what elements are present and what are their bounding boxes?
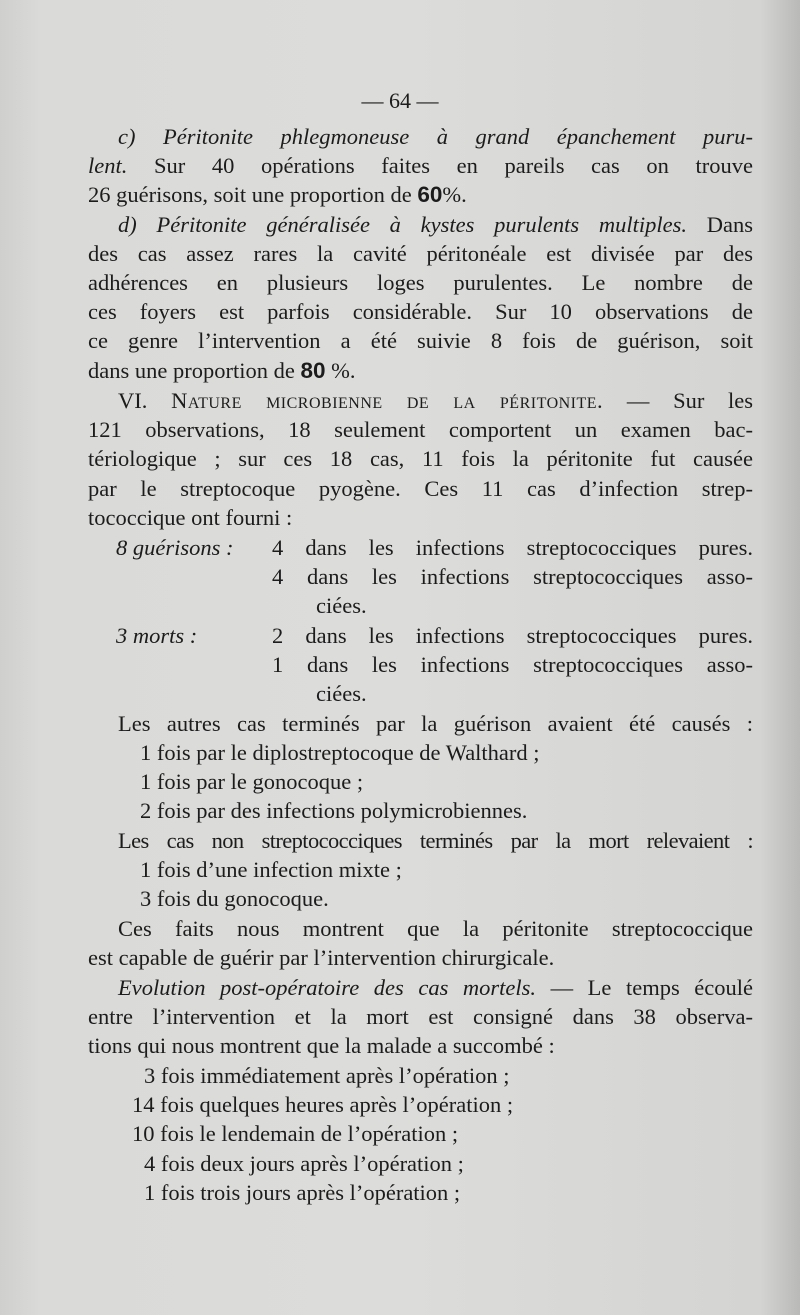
- section-c-line-1: [88, 151, 753, 180]
- section-c-line-2: [88, 180, 753, 209]
- gueris-label: 8 guérisons :: [116, 535, 234, 560]
- section-vi-line-4: tococcique ont fourni :: [88, 505, 293, 530]
- section-vi-title: Nature microbienne de la péritonite.: [171, 388, 604, 413]
- evolution-item-3: 10 fois le lendemain de l’opération ;: [132, 1121, 459, 1146]
- morts-item-2-cont: ciées.: [316, 681, 367, 706]
- non-strep-item-2: 3 fois du gonocoque.: [140, 886, 329, 911]
- evolution-line-1: entre l’intervention et la mort est consigné dans 38 observa-: [88, 1004, 753, 1029]
- section-c-title-end: lent.: [88, 153, 128, 178]
- evolution-title: Evolution post-opératoire des cas mortels.: [118, 975, 537, 1000]
- section-vi-line-0: [118, 386, 753, 415]
- section-d-line-5: [88, 356, 753, 385]
- section-vi-text-0: — Sur les: [626, 388, 754, 413]
- section-d-percent-unit: %.: [331, 358, 356, 383]
- morts-item-2: 1 dans les infections streptococciques asso-: [272, 652, 753, 677]
- section-d-line-3: ces foyers est parfois considérable. Sur 10 observations de: [88, 299, 753, 324]
- page-number: — 64 —: [361, 88, 439, 113]
- gueris-item-2-cont: ciées.: [316, 593, 367, 618]
- section-c-percent-unit: %.: [442, 182, 467, 207]
- autres-intro: Les autres cas terminés par la guérison avaient été causés :: [118, 711, 753, 736]
- section-c-letter: c): [118, 124, 136, 149]
- evolution-line-2: tions qui nous montrent que la malade a succombé :: [88, 1033, 555, 1058]
- section-c-text-2: 26 guérisons, soit une proportion de: [88, 182, 412, 207]
- evolution-text-0: — Le temps écoulé: [550, 975, 754, 1000]
- autres-item-1: 1 fois par le diplostreptocoque de Walthard ;: [140, 740, 540, 765]
- section-d-line-2: adhérences en plusieurs loges purulentes. Le nombre de: [88, 270, 753, 295]
- non-strep-item-1: 1 fois d’une infection mixte ;: [140, 857, 402, 882]
- gueris-item-2: 4 dans les infections streptococciques asso-: [272, 564, 753, 589]
- evolution-item-4: 4 fois deux jours après l’opération ;: [144, 1151, 464, 1176]
- section-c-percent-value: 60: [417, 182, 443, 207]
- section-c-text-1: Sur 40 opérations faites en pareils cas on trouve: [153, 153, 753, 178]
- evolution-item-5: 1 fois trois jours après l’opération ;: [144, 1180, 461, 1205]
- section-c-title: Péritonite phlegmoneuse à grand épanchement puru-: [163, 124, 754, 149]
- autres-item-2: 1 fois par le gonocoque ;: [140, 769, 364, 794]
- section-vi-number: VI.: [118, 388, 148, 413]
- section-vi-line-1: 121 observations, 18 seulement comportent un examen bac-: [88, 417, 753, 442]
- section-d-line-1: des cas assez rares la cavité péritonéale est divisée par des: [88, 241, 753, 266]
- evolution-line-0: [118, 973, 753, 1002]
- evolution-item-1: 3 fois immédiatement après l’opération ;: [144, 1063, 510, 1088]
- section-d-line-4: ce genre l’intervention a été suivie 8 fois de guérison, soit: [88, 328, 753, 353]
- section-d-letter: d): [118, 212, 137, 237]
- section-vi-line-3: par le streptocoque pyogène. Ces 11 cas d’infection strep-: [88, 476, 753, 501]
- conclusion-line-1: Ces faits nous montrent que la péritonite streptococcique: [118, 916, 753, 941]
- morts-item-1: 2 dans les infections streptococciques pures.: [272, 623, 753, 648]
- section-d-text-5: dans une proportion de: [88, 358, 295, 383]
- morts-label: 3 morts :: [116, 623, 198, 648]
- non-strep-intro: Les cas non streptococciques terminés par la mort relevaient :: [118, 828, 753, 853]
- section-d-line-0: [118, 210, 753, 239]
- evolution-item-2: 14 fois quelques heures après l’opération ;: [132, 1092, 514, 1117]
- section-d-title: Péritonite généralisée à kystes purulents multiples.: [156, 212, 688, 237]
- gueris-item-1: 4 dans les infections streptococciques pures.: [272, 535, 753, 560]
- section-d-percent-value: 80: [300, 358, 326, 383]
- section-d-text-0: Dans: [706, 212, 754, 237]
- autres-item-3: 2 fois par des infections polymicrobiennes.: [140, 798, 528, 823]
- conclusion-line-2: est capable de guérir par l’intervention chirurgicale.: [88, 945, 555, 970]
- section-vi-line-2: tériologique ; sur ces 18 cas, 11 fois la péritonite fut causée: [88, 446, 753, 471]
- section-c-line-0: [118, 122, 753, 151]
